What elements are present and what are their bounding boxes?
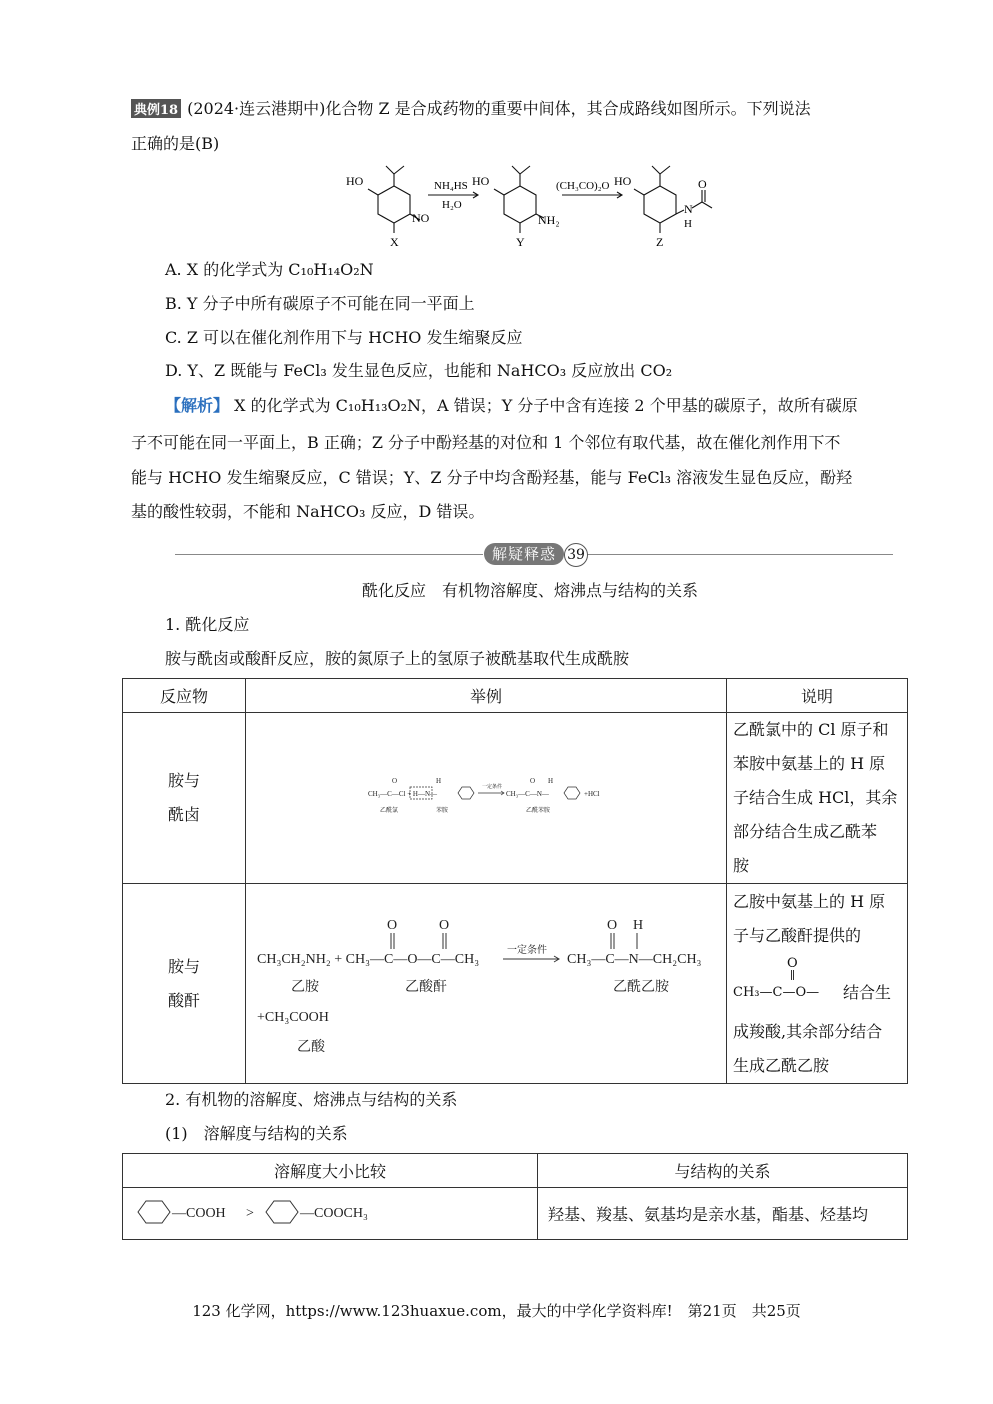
svg-text:乙酰苯胺: 乙酰苯胺 [526, 808, 551, 814]
x-no-label: NO [412, 211, 430, 225]
subheading-solubility: (1) 溶解度与结构的关系 [165, 1124, 348, 1143]
svg-text:乙胺: 乙胺 [291, 979, 319, 995]
anhydride-equation [247, 887, 717, 1077]
svg-text:乙酰乙胺: 乙酰乙胺 [613, 979, 669, 995]
compound-z-label: Z [656, 235, 664, 249]
reagent-1-bottom: H₂O [442, 199, 462, 211]
header-solubility: 溶解度大小比较 [123, 1154, 538, 1188]
svg-text:+HCl: +HCl [584, 790, 600, 798]
z-o-label: O [698, 177, 707, 191]
svg-text:H: H [548, 777, 554, 785]
question-line-1: 典例18 (2024·连云港期中)化合物 Z 是合成药物的重要中间体，其合成路线如图所示。下列说法 [131, 96, 811, 119]
header-relation: 与结构的关系 [538, 1154, 908, 1188]
reagent-1-top: NH₄HS [434, 180, 468, 192]
svg-text:+CH₃COOH: +CH₃COOH [257, 1009, 329, 1025]
reactant-cell-2: 胺与 酸酐 [123, 884, 246, 1084]
divider-left [175, 554, 483, 555]
synthesis-scheme [330, 158, 740, 250]
solubility-table [122, 1153, 908, 1240]
compound-y-label: Y [516, 235, 525, 249]
svg-text:苯胺: 苯胺 [436, 808, 449, 814]
svg-text:乙酸: 乙酸 [297, 1039, 325, 1055]
analysis-line-4: 基的酸性较弱，不能和 NaHCO₃ 反应，D 错误。 [131, 502, 485, 521]
z-n-label: N [684, 202, 693, 216]
section-pill: 解疑释惑 [484, 543, 564, 565]
analysis-line-3: 能与 HCHO 发生缩聚反应，C 错误；Y、Z 分子中均含酚羟基，能与 FeCl₃ 溶液发生显色反应，酚羟 [131, 468, 853, 487]
note-cell-2: 乙胺中氨基上的 H 原 子与乙酸酐提供的 O CH₃—C—O— 结合生 成羧酸,其余部分结合 生成乙酰乙胺 [727, 884, 908, 1084]
acylation-table [122, 678, 908, 1084]
example-cell-1 [246, 713, 727, 884]
anhydride-fragment: O CH₃—C—O— 结合生 [733, 955, 892, 1002]
example-cell-2 [246, 884, 727, 1084]
y-nh2-label: NH₂ [538, 213, 560, 227]
svg-text:CH₃CH₂NH₂ + CH₃—C—O—C—CH₃: CH₃CH₂NH₂ + CH₃—C—O—C—CH₃ [257, 951, 480, 967]
header-note: 说明 [727, 679, 908, 713]
option-c: C. Z 可以在催化剂作用下与 HCHO 发生缩聚反应 [165, 328, 523, 347]
svg-text:一定条件: 一定条件 [482, 785, 503, 790]
note-cell-1: 乙酰氯中的 Cl 原子和 苯胺中氨基上的 H 原 子结合生成 HCl，其余 部分结合生成乙酰苯 胺 [727, 713, 908, 884]
heading-acylation: 1. 酰化反应 [165, 615, 250, 634]
svg-text:O: O [387, 917, 398, 933]
svg-text:O: O [439, 917, 450, 933]
reagent-2-top: (CH₃CO)₂O [556, 180, 610, 192]
svg-text:乙酸酐: 乙酸酐 [405, 979, 447, 995]
compound-x-label: X [390, 235, 399, 249]
svg-text:O: O [392, 777, 398, 785]
acylation-intro: 胺与酰卤或酸酐反应，胺的氮原子上的氢原子被酰基取代生成酰胺 [165, 649, 630, 668]
svg-text:CH₃—C—N—: CH₃—C—N— [506, 790, 549, 798]
relation-cell: 羟基、羧基、氨基均是亲水基，酯基、烃基均 [538, 1188, 908, 1240]
z-ho-label: HO [614, 174, 632, 188]
divider-right [587, 554, 893, 555]
example-badge: 典例18 [131, 99, 181, 118]
svg-text:H: H [436, 777, 442, 785]
svg-text:—COOCH₃: —COOCH₃ [300, 1205, 368, 1221]
option-d: D. Y、Z 既能与 FeCl₃ 发生显色反应，也能和 NaHCO₃ 反应放出 CO₂ [165, 361, 673, 380]
svg-text:>: > [246, 1205, 254, 1221]
svg-text:—COOH: —COOH [172, 1205, 226, 1221]
solubility-comparison [124, 1192, 404, 1232]
analysis-tag: 【解析】 [165, 396, 230, 415]
analysis-line-2: 子不可能在同一平面上，B 正确；Z 分子中酚羟基的对位和 1 个邻位有取代基，故在催化剂作用下不 [131, 433, 841, 452]
svg-text:O: O [530, 777, 536, 785]
svg-text:乙酰氯: 乙酰氯 [380, 808, 399, 814]
svg-text:H: H [633, 917, 644, 933]
page-footer: 123 化学网，https://www.123huaxue.com，最大的中学化学资料库! 第21页 共25页 [192, 1302, 801, 1320]
reactant-cell-1: 胺与 酰卤 [123, 713, 246, 884]
svg-text:CH₃—C—N—CH₂CH₃: CH₃—C—N—CH₂CH₃ [567, 951, 702, 967]
section-title: 酰化反应 有机物溶解度、熔沸点与结构的关系 [361, 581, 698, 600]
svg-text:O: O [607, 917, 618, 933]
option-a: A. X 的化学式为 C₁₀H₁₄O₂N [165, 260, 374, 279]
x-ho-label: HO [346, 174, 364, 188]
header-example: 举例 [246, 679, 727, 713]
option-b: B. Y 分子中所有碳原子不可能在同一平面上 [165, 294, 475, 313]
svg-text:CH₃—C—Cl + H—N—: CH₃—C—Cl + H—N— [368, 790, 438, 798]
section-number: 39 [564, 543, 588, 567]
header-reactant: 反应物 [123, 679, 246, 713]
z-h-label: H [684, 218, 692, 230]
analysis-line-1: 【解析】 X 的化学式为 C₁₀H₁₃O₂N，A 错误；Y 分子中含有连接 2 个甲基的碳原子，故所有碳原 [165, 396, 858, 415]
question-line-2: 正确的是(B) [131, 134, 220, 153]
svg-text:一定条件: 一定条件 [507, 944, 547, 956]
comparison-cell [123, 1188, 538, 1240]
acyl-halide-equation [366, 772, 606, 820]
heading-solubility: 2. 有机物的溶解度、熔沸点与结构的关系 [165, 1090, 458, 1109]
y-ho-label: HO [472, 174, 490, 188]
